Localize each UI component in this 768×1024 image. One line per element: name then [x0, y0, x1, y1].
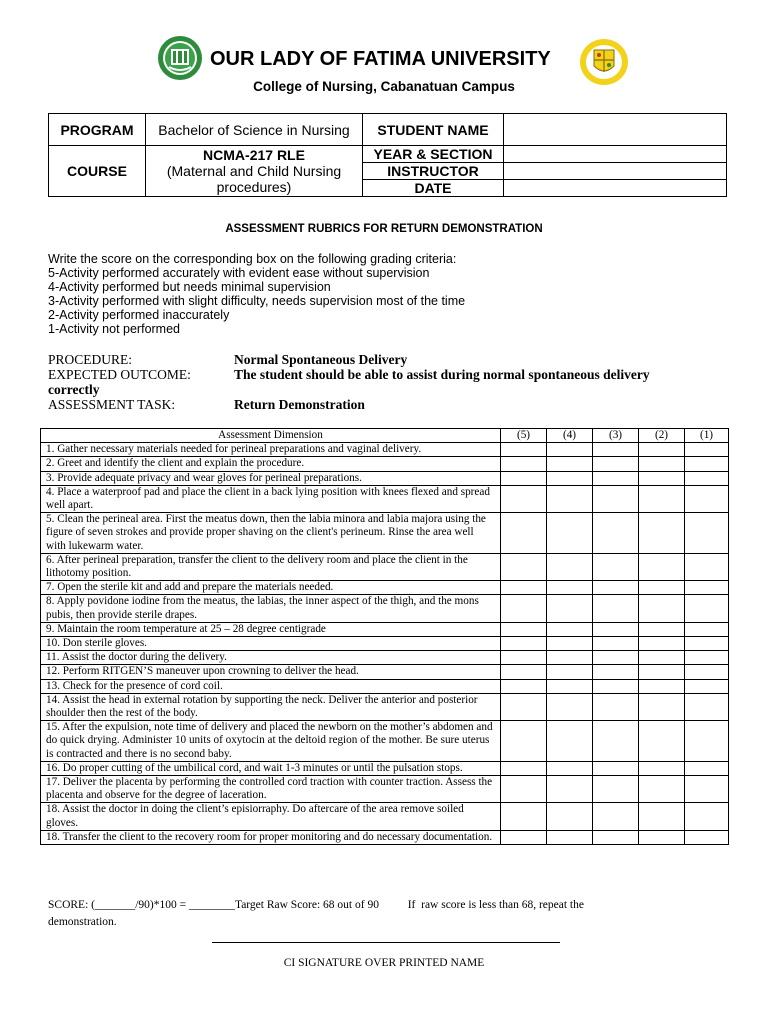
- assessment-dimension-cell: 9. Maintain the room temperature at 25 – 28 degree centigrade: [41, 622, 501, 636]
- column-header-score-2: (2): [639, 429, 685, 443]
- assessment-dimension-cell: 2. Greet and identify the client and explain the procedure.: [41, 457, 501, 471]
- score-box-2[interactable]: [639, 679, 685, 693]
- score-box-1[interactable]: [685, 485, 729, 512]
- score-box-2[interactable]: [639, 830, 685, 844]
- score-box-4[interactable]: [547, 679, 593, 693]
- score-box-3[interactable]: [593, 485, 639, 512]
- assessment-dimension-cell: 10. Don sterile gloves.: [41, 637, 501, 651]
- score-box-5[interactable]: [501, 513, 547, 554]
- score-box-4[interactable]: [547, 721, 593, 762]
- criteria-4: 4-Activity performed but needs minimal supervision: [48, 280, 331, 294]
- score-box-5[interactable]: [501, 595, 547, 622]
- program-value: Bachelor of Science in Nursing: [146, 114, 363, 146]
- score-box-3[interactable]: [593, 553, 639, 580]
- score-box-2[interactable]: [639, 485, 685, 512]
- score-box-5[interactable]: [501, 485, 547, 512]
- score-box-5[interactable]: [501, 471, 547, 485]
- signature-label: CI SIGNATURE OVER PRINTED NAME: [283, 957, 485, 969]
- score-box-2[interactable]: [639, 803, 685, 830]
- assessment-dimension-cell: 14. Assist the head in external rotation by supporting the neck. Deliver the anterior and posterior shoulder then the rest of the body.: [41, 693, 501, 720]
- university-seal-logo: [157, 35, 203, 81]
- score-box-3[interactable]: [593, 665, 639, 679]
- college-name: College of Nursing, Cabanatuan Campus: [253, 79, 515, 94]
- score-box-1[interactable]: [685, 776, 729, 803]
- table-row: [41, 830, 729, 844]
- table-row: [41, 693, 729, 720]
- table-row: [41, 637, 729, 651]
- score-box-3[interactable]: [593, 622, 639, 636]
- assessment-dimension-cell: 5. Clean the perineal area. First the meatus down, then the labia minora and labia majora using the figure of seven strokes and provide proper shaving on the client's perineum. Rinse the area well with lukewarm water.: [41, 513, 501, 554]
- rubric-title: ASSESSMENT RUBRICS FOR RETURN DEMONSTRATION: [225, 223, 543, 235]
- score-box-3[interactable]: [593, 761, 639, 775]
- score-box-3[interactable]: [593, 830, 639, 844]
- score-box-4[interactable]: [547, 830, 593, 844]
- criteria-2: 2-Activity performed inaccurately: [48, 308, 230, 322]
- table-row: [41, 553, 729, 580]
- table-row: [41, 471, 729, 485]
- procedure-info: [48, 352, 728, 412]
- date-label: DATE: [363, 180, 504, 197]
- score-box-1[interactable]: [685, 622, 729, 636]
- score-box-2[interactable]: [639, 776, 685, 803]
- assessment-dimension-cell: 12. Perform RITGEN’S maneuver upon crowning to deliver the head.: [41, 665, 501, 679]
- task-label: ASSESSMENT TASK:: [48, 397, 176, 412]
- assessment-dimension-cell: 16. Do proper cutting of the umbilical cord, and wait 1-3 minutes or until the pulsation stops.: [41, 761, 501, 775]
- course-label: COURSE: [49, 146, 146, 197]
- score-box-4[interactable]: [547, 803, 593, 830]
- outcome-value: The student should be able to assist during normal spontaneous delivery: [234, 367, 650, 382]
- year-section-field[interactable]: [504, 146, 727, 163]
- score-box-2[interactable]: [639, 622, 685, 636]
- procedure-value: Normal Spontaneous Delivery: [234, 352, 408, 367]
- assessment-dimension-cell: 11. Assist the doctor during the delivery.: [41, 651, 501, 665]
- table-row: [41, 622, 729, 636]
- table-row: [41, 457, 729, 471]
- score-box-1[interactable]: [685, 651, 729, 665]
- table-row: [41, 776, 729, 803]
- assessment-dimension-cell: 17. Deliver the placenta by performing the controlled cord traction with counter traction. Assess the placenta and observe for the degree of laceration.: [41, 776, 501, 803]
- score-box-4[interactable]: [547, 776, 593, 803]
- criteria-intro: Write the score on the corresponding box on the following grading criteria:: [48, 252, 457, 266]
- score-box-5[interactable]: [501, 443, 547, 457]
- column-header-score-4: (4): [547, 429, 593, 443]
- procedure-label: PROCEDURE:: [48, 352, 133, 367]
- table-row: [41, 721, 729, 762]
- score-box-5[interactable]: [501, 693, 547, 720]
- score-box-3[interactable]: [593, 651, 639, 665]
- score-box-3[interactable]: [593, 581, 639, 595]
- criteria-3: 3-Activity performed with slight difficulty, needs supervision most of the time: [48, 294, 466, 308]
- score-box-4[interactable]: [547, 553, 593, 580]
- student-name-field[interactable]: [504, 114, 727, 146]
- grading-criteria: [48, 252, 465, 336]
- table-row: [41, 443, 729, 457]
- column-header-score-3: (3): [593, 429, 639, 443]
- score-box-3[interactable]: [593, 803, 639, 830]
- outcome-label: EXPECTED OUTCOME:: [48, 367, 191, 382]
- score-box-2[interactable]: [639, 721, 685, 762]
- assessment-dimension-cell: 3. Provide adequate privacy and wear gloves for perineal preparations.: [41, 471, 501, 485]
- score-box-2[interactable]: [639, 595, 685, 622]
- course-title-line2: procedures): [216, 179, 292, 195]
- score-box-5[interactable]: [501, 830, 547, 844]
- score-box-5[interactable]: [501, 553, 547, 580]
- year-section-label: YEAR & SECTION: [363, 146, 504, 163]
- score-box-4[interactable]: [547, 443, 593, 457]
- table-row: [41, 761, 729, 775]
- score-box-3[interactable]: [593, 679, 639, 693]
- column-header-score-1: (1): [685, 429, 729, 443]
- score-box-3[interactable]: [593, 595, 639, 622]
- score-box-4[interactable]: [547, 581, 593, 595]
- score-box-3[interactable]: [593, 693, 639, 720]
- assessment-dimension-cell: 15. After the expulsion, note time of delivery and placed the newborn on the mother’s abdomen and do quick drying. Administer 10 units of oxytocin at the deltoid region of the mother. Be sure uterus is contracted and there is no second baby.: [41, 721, 501, 762]
- score-box-5[interactable]: [501, 721, 547, 762]
- score-box-2[interactable]: [639, 471, 685, 485]
- course-title-line1: (Maternal and Child Nursing: [166, 163, 342, 179]
- task-value: Return Demonstration: [234, 397, 365, 412]
- score-box-4[interactable]: [547, 471, 593, 485]
- course-value: [146, 146, 363, 197]
- assessment-dimension-cell: 4. Place a waterproof pad and place the client in a back lying position with knees flexed and spread well apart.: [41, 485, 501, 512]
- score-box-2[interactable]: [639, 513, 685, 554]
- outcome-continuation: correctly: [48, 382, 100, 397]
- score-box-2[interactable]: [639, 665, 685, 679]
- score-box-5[interactable]: [501, 761, 547, 775]
- student-info-table: [48, 113, 727, 197]
- assessment-dimension-cell: 7. Open the sterile kit and add and prepare the materials needed.: [41, 581, 501, 595]
- table-row: [41, 651, 729, 665]
- score-box-3[interactable]: [593, 471, 639, 485]
- score-box-1[interactable]: [685, 803, 729, 830]
- assessment-rubric-table: [40, 428, 729, 845]
- table-row: [41, 485, 729, 512]
- score-box-5[interactable]: [501, 457, 547, 471]
- score-box-4[interactable]: [547, 457, 593, 471]
- score-box-5[interactable]: [501, 651, 547, 665]
- score-box-2[interactable]: [639, 443, 685, 457]
- score-box-1[interactable]: [685, 595, 729, 622]
- score-box-5[interactable]: [501, 679, 547, 693]
- signature-line: [212, 942, 560, 943]
- score-box-3[interactable]: [593, 443, 639, 457]
- score-box-1[interactable]: [685, 637, 729, 651]
- score-box-4[interactable]: [547, 513, 593, 554]
- table-row: [41, 803, 729, 830]
- score-box-4[interactable]: [547, 622, 593, 636]
- score-box-4[interactable]: [547, 595, 593, 622]
- score-box-1[interactable]: [685, 761, 729, 775]
- score-box-1[interactable]: [685, 679, 729, 693]
- date-field[interactable]: [504, 180, 727, 197]
- university-name: OUR LADY OF FATIMA UNIVERSITY: [210, 48, 551, 70]
- score-box-1[interactable]: [685, 581, 729, 595]
- score-box-3[interactable]: [593, 776, 639, 803]
- score-box-1[interactable]: [685, 665, 729, 679]
- column-header-score-5: (5): [501, 429, 547, 443]
- table-row: [41, 513, 729, 554]
- score-box-4[interactable]: [547, 651, 593, 665]
- score-section: [48, 897, 728, 931]
- assessment-dimension-cell: 6. After perineal preparation, transfer the client to the delivery room and place the client in the lithotomy position.: [41, 553, 501, 580]
- score-box-1[interactable]: [685, 693, 729, 720]
- score-box-4[interactable]: [547, 637, 593, 651]
- column-header-dimension: Assessment Dimension: [41, 429, 501, 443]
- instructor-field[interactable]: [504, 163, 727, 180]
- score-formula: SCORE: (_______/90)*100 = ________Target Raw Score: 68 out of 90 If raw score is less than 68, repeat the: [48, 899, 584, 911]
- score-box-1[interactable]: [685, 443, 729, 457]
- table-row: [41, 665, 729, 679]
- score-box-2[interactable]: [639, 651, 685, 665]
- score-box-4[interactable]: [547, 485, 593, 512]
- score-box-3[interactable]: [593, 721, 639, 762]
- assessment-dimension-cell: 13. Check for the presence of cord coil.: [41, 679, 501, 693]
- criteria-5: 5-Activity performed accurately with evident ease without supervision: [48, 266, 430, 280]
- score-box-2[interactable]: [639, 553, 685, 580]
- score-note-continuation: demonstration.: [48, 916, 117, 928]
- student-name-label: STUDENT NAME: [363, 114, 504, 146]
- table-row: [41, 595, 729, 622]
- score-box-3[interactable]: [593, 637, 639, 651]
- score-box-5[interactable]: [501, 803, 547, 830]
- score-box-1[interactable]: [685, 830, 729, 844]
- score-box-1[interactable]: [685, 513, 729, 554]
- criteria-1: 1-Activity not performed: [48, 322, 180, 336]
- score-box-5[interactable]: [501, 776, 547, 803]
- score-box-5[interactable]: [501, 637, 547, 651]
- score-box-1[interactable]: [685, 471, 729, 485]
- instructor-label: INSTRUCTOR: [363, 163, 504, 180]
- score-box-4[interactable]: [547, 761, 593, 775]
- score-box-2[interactable]: [639, 693, 685, 720]
- assessment-dimension-cell: 8. Apply povidone iodine from the meatus, the labias, the inner aspect of the thigh, and the mons pubis, then provide sterile drapes.: [41, 595, 501, 622]
- assessment-dimension-cell: 18. Transfer the client to the recovery room for proper monitoring and do necessary documentation.: [41, 830, 501, 844]
- score-box-1[interactable]: [685, 457, 729, 471]
- score-box-1[interactable]: [685, 553, 729, 580]
- score-box-4[interactable]: [547, 693, 593, 720]
- program-label: PROGRAM: [49, 114, 146, 146]
- score-box-4[interactable]: [547, 665, 593, 679]
- table-row: [41, 581, 729, 595]
- score-box-2[interactable]: [639, 637, 685, 651]
- score-box-5[interactable]: [501, 665, 547, 679]
- course-code: NCMA-217 RLE: [203, 147, 305, 163]
- score-box-3[interactable]: [593, 457, 639, 471]
- score-box-3[interactable]: [593, 513, 639, 554]
- score-box-5[interactable]: [501, 581, 547, 595]
- score-box-2[interactable]: [639, 457, 685, 471]
- score-box-1[interactable]: [685, 721, 729, 762]
- assessment-dimension-cell: 18. Assist the doctor in doing the client’s episiorraphy. Do aftercare of the area remove soiled gloves.: [41, 803, 501, 830]
- score-box-2[interactable]: [639, 761, 685, 775]
- assessment-dimension-cell: 1. Gather necessary materials needed for perineal preparations and vaginal delivery.: [41, 443, 501, 457]
- score-box-5[interactable]: [501, 622, 547, 636]
- table-row: [41, 679, 729, 693]
- score-box-2[interactable]: [639, 581, 685, 595]
